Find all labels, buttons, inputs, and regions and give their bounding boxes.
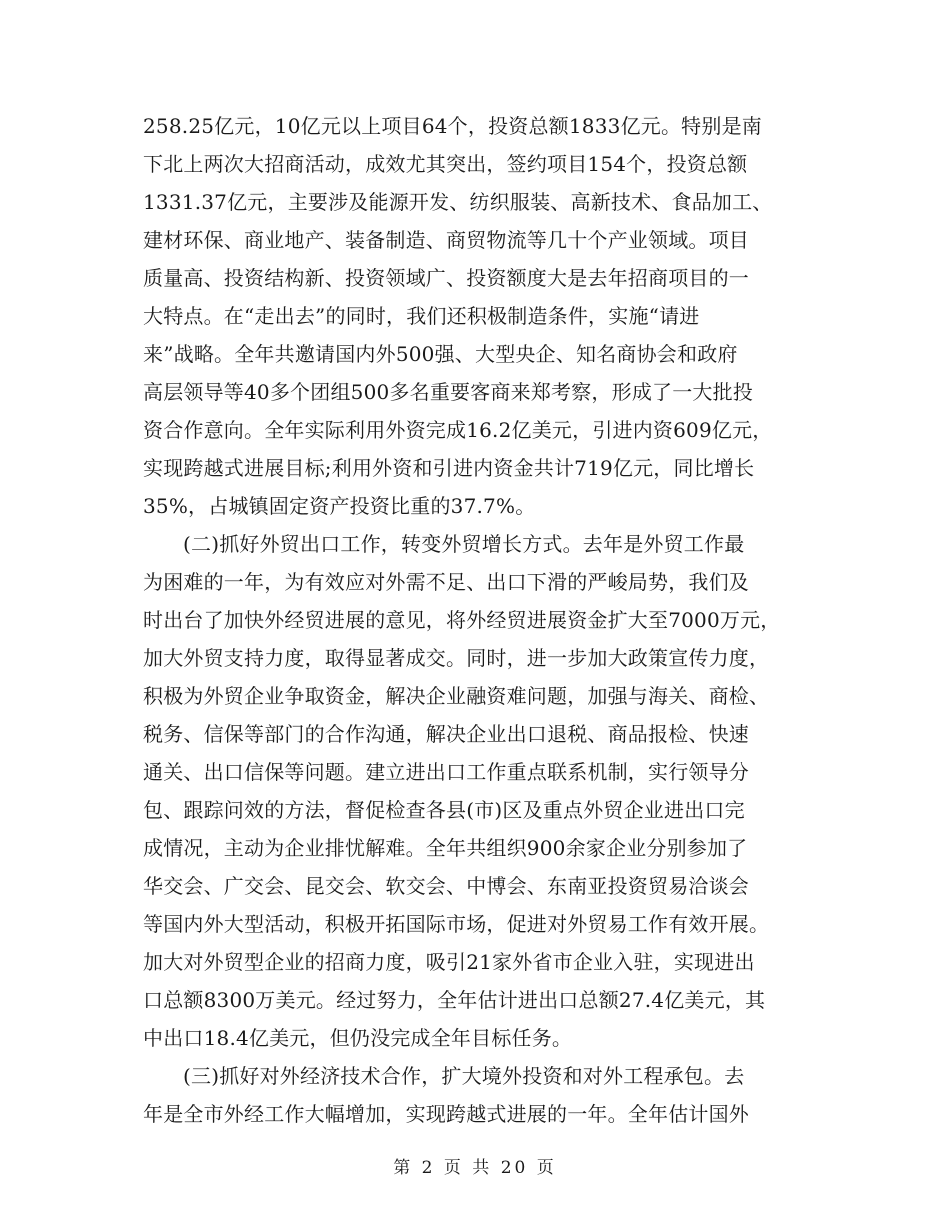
text-line: 下北上两次大招商活动，成效尤其突出，签约项目154个，投资总额 [143, 152, 748, 176]
text-line: 税务、信保等部门的合作沟通，解决企业出口退税、商品报检、快速 [143, 722, 749, 746]
text-line: 通关、出口信保等问题。建立进出口工作重点联系机制，实行领导分 [143, 760, 749, 784]
text-line: 高层领导等40多个团组500多名重要客商来郑考察，形成了一大批投 [143, 380, 754, 404]
text-line: 质量高、投资结构新、投资领域广、投资额度大是去年招商项目的一 [143, 266, 749, 290]
section-heading-line: (三)抓好对外经济技术合作，扩大境外投资和对外工程承包。去 [183, 1064, 745, 1088]
text-line: 华交会、广交会、昆交会、软交会、中博会、东南亚投资贸易洽谈会 [143, 874, 749, 898]
text-line: 等国内外大型活动，积极开拓国际市场，促进对外贸易工作有效开展。 [143, 912, 770, 936]
page-number-footer: 第 2 页 共 20 页 [393, 1158, 557, 1178]
text-line: 1331.37亿元，主要涉及能源开发、纺织服装、高新技术、食品加工、 [143, 190, 773, 214]
text-line: 时出台了加快外经贸进展的意见，将外经贸进展资金扩大至7000万元， [143, 608, 781, 632]
text-line: 口总额8300万美元。经过努力，全年估计进出口总额27.4亿美元，其 [143, 988, 766, 1012]
document-body [143, 107, 815, 1133]
text-line: 为困难的一年，为有效应对外需不足、出口下滑的严峻局势，我们及 [143, 570, 749, 594]
text-line: 加大对外贸型企业的招商力度，吸引21家外省市企业入驻，实现进出 [143, 950, 755, 974]
text-line: 实现跨越式进展目标;利用外资和引进内资金共计719亿元，同比增长 [143, 456, 755, 480]
text-line: 来”战略。全年共邀请国内外500强、大型央企、知名商协会和政府 [143, 342, 738, 366]
text-line: 成情况，主动为企业排忧解难。全年共组织900余家企业分别参加了 [143, 836, 748, 860]
text-line: 包、跟踪问效的方法，督促检查各县(市)区及重点外贸企业进出口完 [143, 798, 745, 822]
section-heading-line: (二)抓好外贸出口工作，转变外贸增长方式。去年是外贸工作最 [183, 532, 745, 556]
text-line: 建材环保、商业地产、装备制造、商贸物流等几十个产业领域。项目 [143, 228, 749, 252]
text-line: 大特点。在“走出去”的同时，我们还积极制造条件，实施“请进 [143, 304, 700, 328]
text-line: 资合作意向。全年实际利用外资完成16.2亿美元，引进内资609亿元， [143, 418, 773, 442]
text-line: 年是全市外经工作大幅增加，实现跨越式进展的一年。全年估计国外 [143, 1102, 749, 1126]
text-line: 35%，占城镇固定资产投资比重的37.7%。 [143, 494, 536, 518]
text-line: 加大外贸支持力度，取得显著成交。同时，进一步加大政策宣传力度， [143, 646, 770, 670]
text-line: 中出口18.4亿美元，但仍没完成全年目标任务。 [143, 1026, 573, 1050]
text-line: 积极为外贸企业争取资金，解决企业融资难问题，加强与海关、商检、 [143, 684, 770, 708]
text-line: 258.25亿元，10亿元以上项目64个，投资总额1833亿元。特别是南 [143, 114, 762, 138]
